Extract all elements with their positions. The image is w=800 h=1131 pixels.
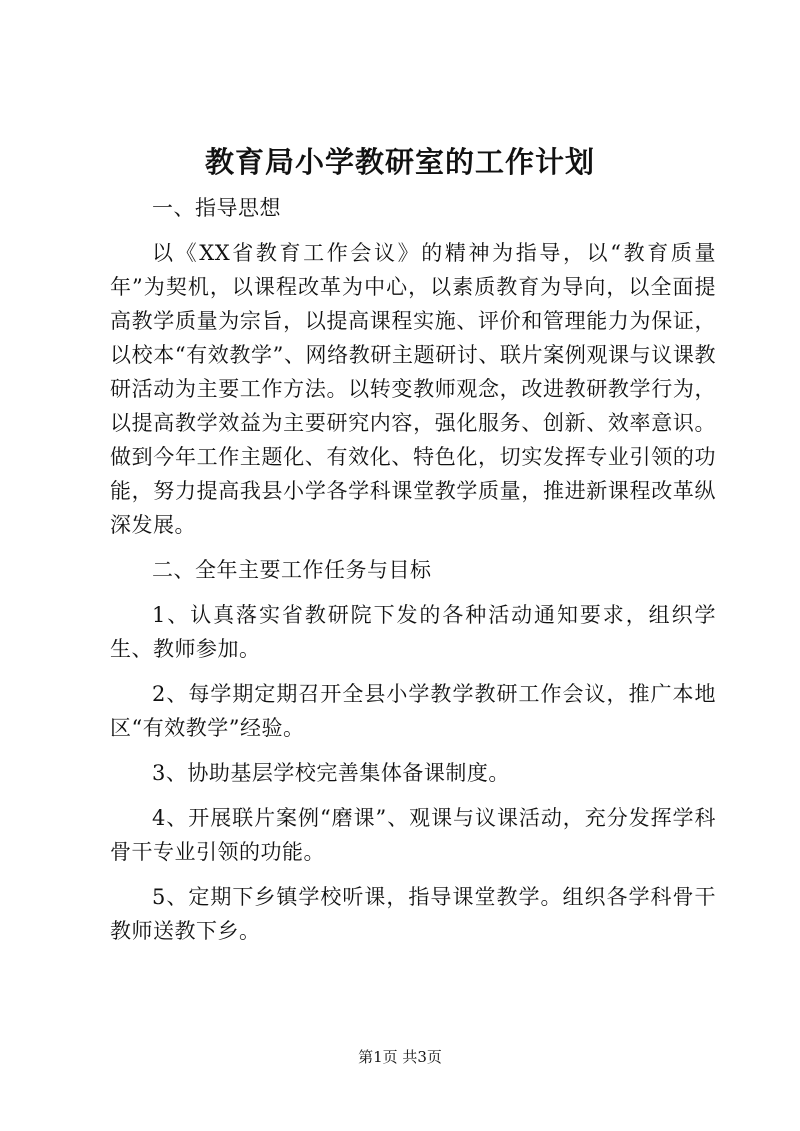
- task-item-4: 4、开展联片案例“磨课”、观课与议课活动，充分发挥学科骨干专业引领的功能。: [110, 806, 716, 864]
- document-title: 教育局小学教研室的工作计划: [204, 145, 595, 179]
- section-heading-guiding-thought: 一、指导思想: [152, 196, 281, 220]
- task-item-2: 2、每学期定期召开全县小学教学教研工作会议，推广本地区“有效教学”经验。: [110, 682, 716, 740]
- document-body: [110, 191, 716, 959]
- task-item-3: 3、协助基层学校完善集体备课制度。: [152, 761, 510, 785]
- task-item-1: 1、认真落实省教研院下发的各种活动通知要求，组织学生、教师参加。: [110, 603, 716, 661]
- paragraph-guiding-thought: 以《XX省教育工作会议》的精神为指导，以“教育质量年”为契机，以课程改革为中心，以素质教育为导向，以全面提高教学质量为宗旨，以提高课程实施、评价和管理能力为保证，以校本“有效教学”、网络教研主题研讨、联片案例观课与议课教研活动为主要工作方法。以转变教师观念，改进教研教学行为，以提高教学效益为主要研究内容，强化服务、创新、效率意识。做到今年工作主题化、有效化、特色化，切实发挥专业引领的功能，努力提高我县小学各学科课堂教学质量，推进新课程改革纵深发展。: [110, 241, 716, 537]
- task-item-5: 5、定期下乡镇学校听课，指导课堂教学。组织各学科骨干教师送教下乡。: [110, 885, 716, 943]
- section-heading-tasks-goals: 二、全年主要工作任务与目标: [152, 558, 432, 582]
- page-footer: 第1页 共3页: [358, 1048, 442, 1066]
